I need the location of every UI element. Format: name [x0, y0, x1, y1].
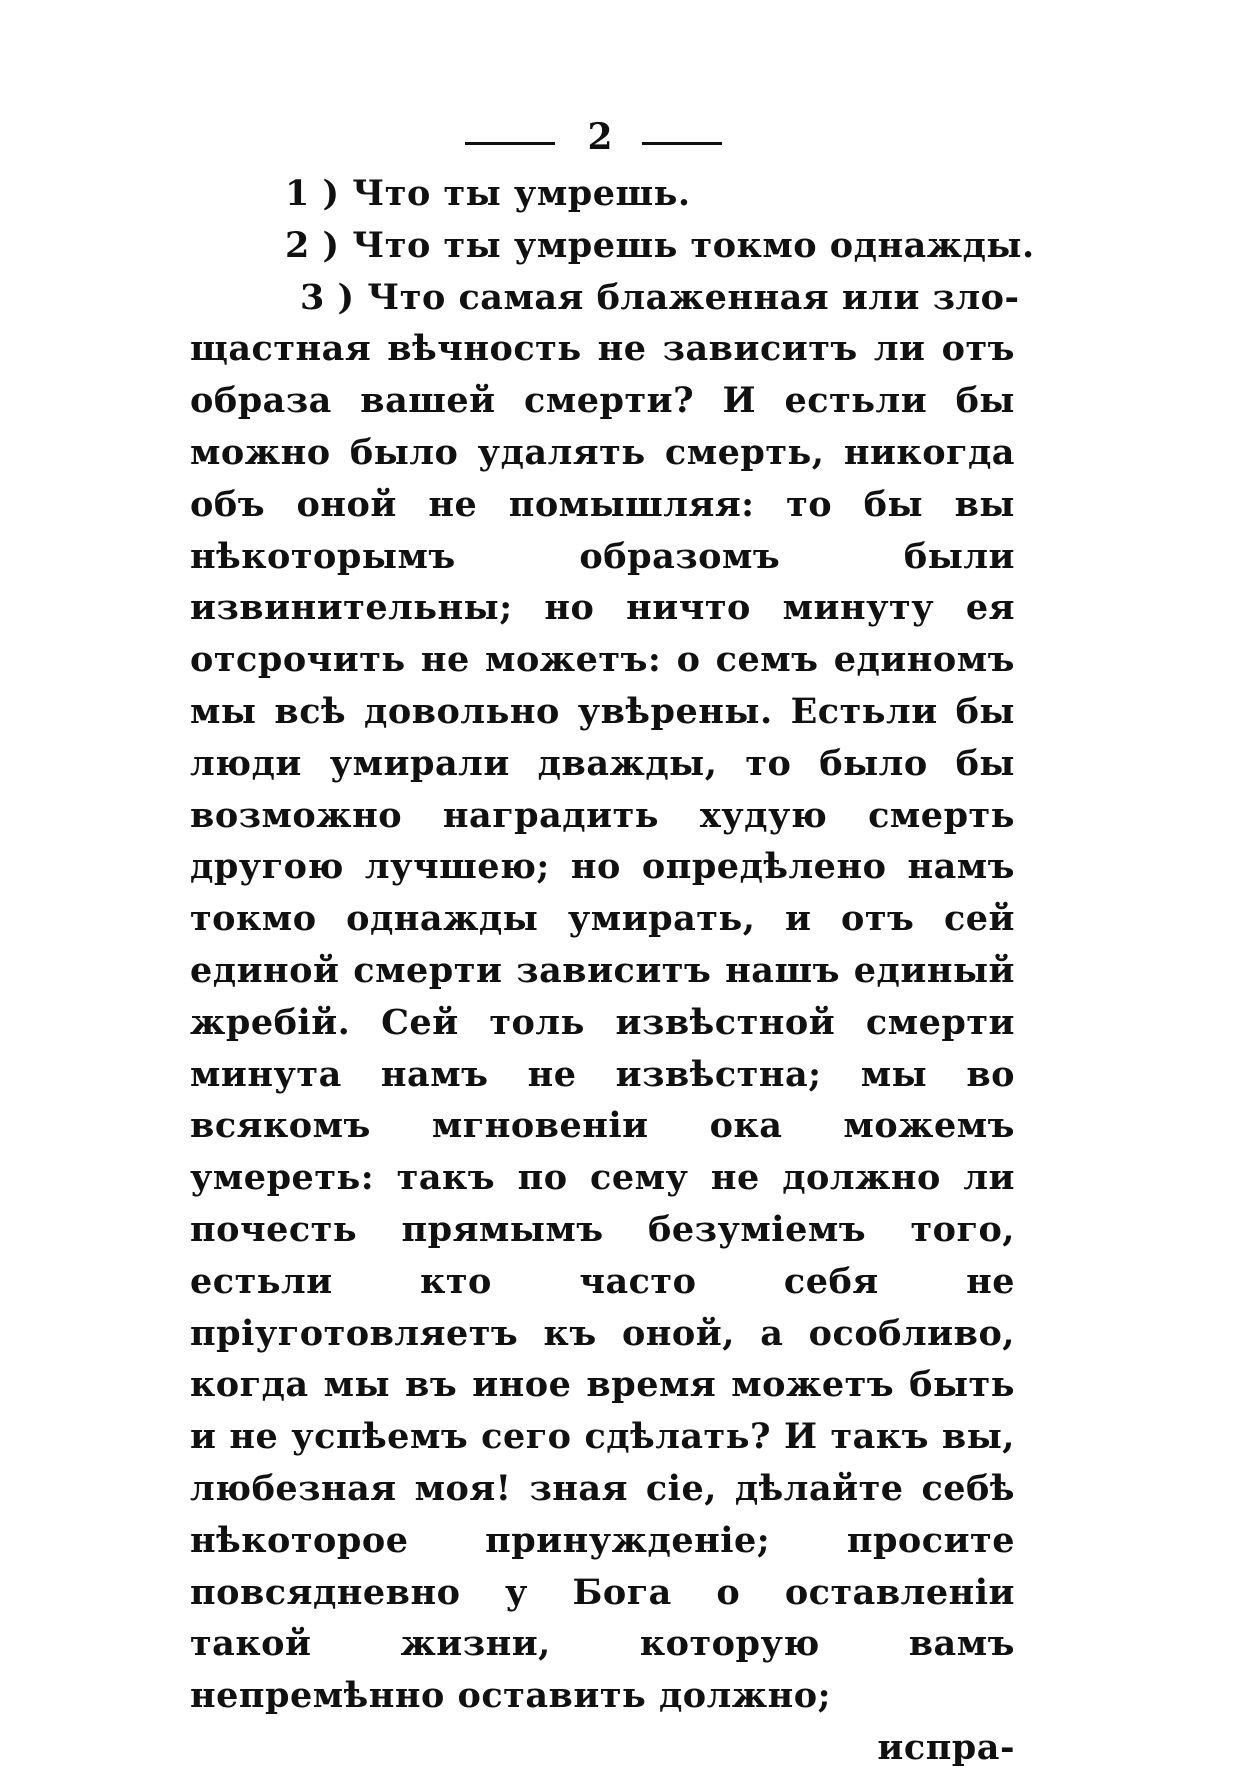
header-rule-right [642, 142, 722, 145]
list-item-text: Что ты умрешь токмо однажды. [352, 224, 1035, 266]
list-item-text: Что ты умрешь. [352, 173, 691, 214]
list-item-number: 3 ) [300, 276, 355, 318]
header-rule-left [465, 142, 555, 145]
page-number: 2 [587, 116, 613, 158]
body-paragraph: щастная вѣчность не зависитъ ли отъ образа вашей смерти? И естьли бы можно было удалять смерть, никогда объ оной не помышляя: то бы вы нѣкоторымъ образомъ были извинительны; но ничто минуту ея отсрочить не можетъ: о семъ единомъ мы всѣ довольно увѣрены. Естьли бы люди умирали дважды, то было бы возможно наградить худую смерть другою лучшею; но опредѣлено намъ токмо однажды умирать, и отъ сей единой смерти зависитъ нашъ единый жребiй. Сей толь извѣстной смерти минута намъ не извѣстна; мы во всякомъ мгновенiи ока можемъ умереть: такъ по сему не должно ли почесть прямымъ безумiемъ того, естьли кто часто себя не прiуготовляетъ къ оной, а особливо, когда мы въ иное время можетъ быть и не успѣемъ сего сдѣлать? И такъ вы, любезная моя! зная сiе, дѣлайте себѣ нѣкоторое принужденiе; просите повсядневно у Бога о оставленiи такой жизни, которую вамъ непремѣнно оставить должно; [190, 328, 1015, 1717]
list-item-text: Что самая блаженная или зло- [367, 276, 1020, 318]
page-text [190, 168, 1035, 1774]
list-item-number: 1 ) [285, 173, 340, 214]
list-item [190, 272, 1020, 324]
list-item-number: 2 ) [285, 224, 340, 266]
list-item [190, 168, 1015, 220]
page-header [460, 112, 760, 162]
catchword: испра- [877, 1726, 1015, 1768]
list-item [190, 220, 1035, 272]
